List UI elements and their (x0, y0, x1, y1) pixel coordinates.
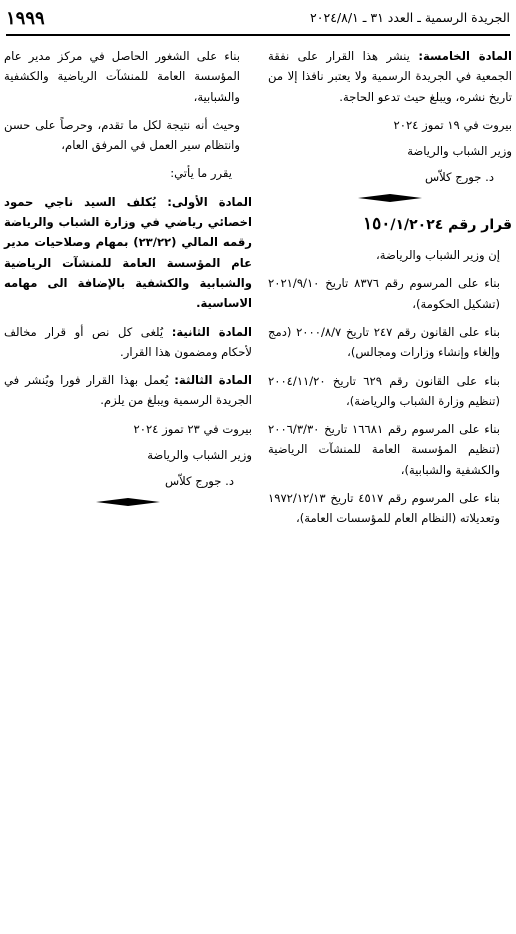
article-3-label: المادة الثالثة: (174, 373, 253, 388)
running-head: الجريدة الرسمية ـ العدد ٣١ ـ ٢٠٢٤/٨/١ (310, 10, 510, 25)
page-header (6, 8, 510, 36)
article-2-text: يُلغى كل نص أو قرار مخالف لأحكام ومضمون هذا القرار. (4, 324, 252, 359)
page-number: ١٩٩٩ (6, 8, 45, 29)
decision-number-suffix: /١/٢٠٢٤ (390, 216, 444, 233)
article-1-label: المادة الأولى: (167, 194, 252, 209)
signature-title: وزير الشباب والرياضة (407, 144, 512, 159)
article-1-text: يُكلف السيد ناجي حمود اخصائي رياضي في وزارة الشباب والرياضة رقمه المالي (٢٣/٢٢) بمهام وصلاحيات مدير عام المؤسسة العامة للمنشآت الرياضية والشبابية والكشفية بالإضافة الى مهامه الاساسية. (4, 194, 252, 311)
signature-name: د. جورج كلاّس (164, 474, 234, 489)
recital-item: بناء على المرسوم رقم ٨٣٧٦ تاريخ ٢٠٢١/٩/١٠ (تشكيل الحكومة)، (268, 276, 500, 311)
article-5 (268, 46, 512, 107)
decision-intro: إن وزير الشباب والرياضة، (376, 248, 500, 263)
recital-item: بناء على المرسوم رقم ٤٥١٧ تاريخ ١٩٧٢/١٢/١٣ وتعديلاته (النظام العام للمؤسسات العامة)، (268, 491, 500, 526)
left-column (4, 46, 252, 518)
section-divider (268, 194, 512, 204)
recital-item: بناء على القانون رقم ٦٢٩ تاريخ ٢٠٠٤/١١/٢٠ (تنظيم وزارة الشباب والرياضة)، (268, 373, 500, 408)
signature-title: وزير الشباب والرياضة (147, 448, 252, 463)
article-2-label: المادة الثانية: (171, 324, 252, 339)
recital-item: بناء على القانون رقم ٢٤٧ تاريخ ٢٠٠٠/٨/٧ (دمج وإلغاء وإنشاء وزارات ومجالس)، (268, 324, 500, 360)
article-3 (4, 370, 252, 411)
article-1 (4, 192, 252, 314)
decision-number: ١٥٠ (362, 213, 391, 234)
article-5-text: ينشر هذا القرار على نفقة الجمعية في الجريدة الرسمية ولا يعتبر نافذا إلا من تاريخ نشره، ويبلغ حيث تدعو الحاجة. (268, 49, 512, 104)
signature-place-date: بيروت في ٢٣ تموز ٢٠٢٤ (133, 421, 252, 436)
recital-item: بناء على المرسوم رقم ١٦٦٨١ تاريخ ٢٠٠٦/٣/٣٠ (تنظيم المؤسسة العامة للمنشآت الرياضية والكشفية والشبابية)، (268, 422, 500, 477)
article-3-text: يُعمل بهذا القرار فورا ويُنشر في الجريدة الرسمية ويبلغ من يلزم. (4, 373, 252, 408)
recital-care: وحيث أنه نتيجة لكل ما تقدم، وحرصاً على حسن وانتظام سير العمل في المرفق العام، (4, 117, 240, 153)
resolves-heading: يقرر ما يأتي: (170, 166, 232, 181)
signature-place-date: بيروت في ١٩ تموز ٢٠٢٤ (393, 117, 512, 132)
right-column (268, 46, 512, 537)
recital-vacancy: بناء على الشغور الحاصل في مركز مدير عام المؤسسة العامة للمنشآت الرياضية والكشفية والشبابية، (4, 49, 240, 104)
signature-name: د. جورج كلاّس (424, 170, 494, 185)
article-5-label: المادة الخامسة: (418, 49, 512, 63)
article-2 (4, 322, 252, 363)
decision-title (268, 214, 512, 235)
section-divider (4, 498, 252, 508)
decision-title-prefix: قرار رقم (443, 216, 512, 233)
